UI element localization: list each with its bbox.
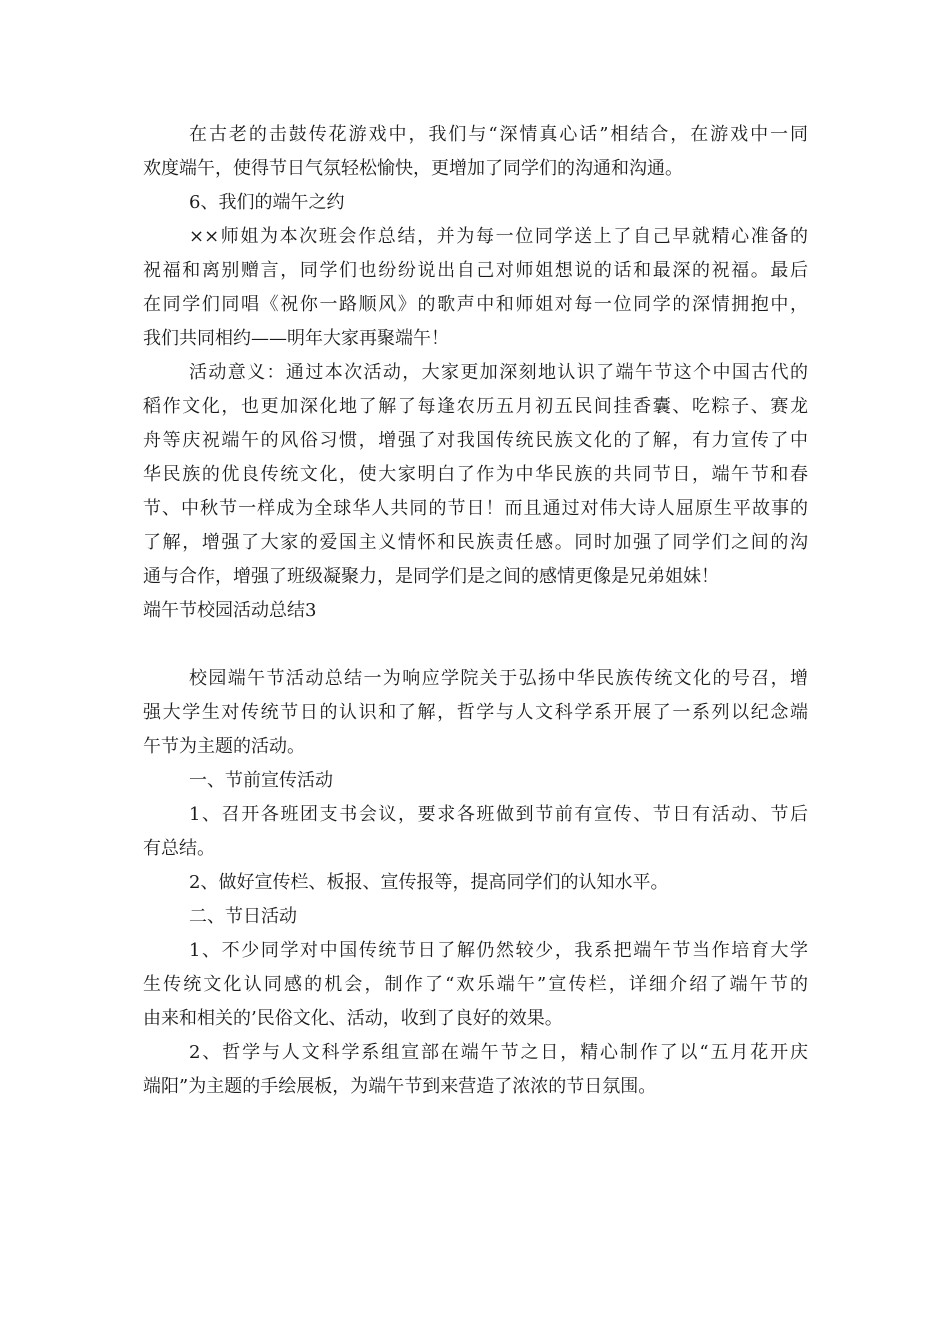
text-line: ××师姐为本次班会作总结，并为每一位同学送上了自己早就精心准备的 — [189, 226, 808, 247]
text-line: 生传统文化认同感的机会，制作了“欢乐端午”宣传栏，详细介绍了端午节的 — [143, 974, 808, 995]
text-line: 了解，增强了大家的爱国主义情怀和民族责任感。同时加强了同学们之间的沟 — [143, 532, 808, 553]
text-line: 一、节前宣传活动 — [189, 770, 333, 791]
text-line: 稻作文化，也更加深化地了解了每逢农历五月初五民间挂香囊、吃粽子、赛龙 — [143, 396, 808, 417]
text-line: 华民族的优良传统文化，使大家明白了作为中华民族的共同节日，端午节和春 — [143, 464, 808, 485]
text-line: 1、不少同学对中国传统节日了解仍然较少，我系把端午节当作培育大学 — [189, 940, 808, 961]
text-line: 在古老的击鼓传花游戏中，我们与“深情真心话”相结合，在游戏中一同 — [189, 124, 808, 145]
text-line: 通与合作，增强了班级凝聚力，是同学们是之间的感情更像是兄弟姐妹！ — [143, 566, 719, 587]
text-line: 端午节校园活动总结3 — [143, 600, 317, 621]
text-line: 1、召开各班团支书会议，要求各班做到节前有宣传、节日有活动、节后 — [189, 804, 808, 825]
document-body — [143, 118, 808, 1104]
text-line: 2、哲学与人文科学系组宣部在端午节之日，精心制作了以“五月花开庆 — [189, 1042, 808, 1063]
text-line: 2、做好宣传栏、板报、宣传报等，提高同学们的认知水平。 — [189, 872, 669, 893]
text-line: 校园端午节活动总结一为响应学院关于弘扬中华民族传统文化的号召，增 — [189, 668, 808, 689]
text-line: 祝福和离别赠言，同学们也纷纷说出自己对师姐想说的话和最深的祝福。最后 — [143, 260, 808, 281]
text-line: 我们共同相约——明年大家再聚端午！ — [143, 328, 449, 349]
text-line: 在同学们同唱《祝你一路顺风》的歌声中和师姐对每一位同学的深情拥抱中， — [143, 294, 808, 315]
text-line: 午节为主题的活动。 — [143, 736, 305, 757]
text-line: 端阳”为主题的手绘展板，为端午节到来营造了浓浓的节日氛围。 — [143, 1076, 657, 1097]
text-line: 舟等庆祝端午的风俗习惯，增强了对我国传统民族文化的了解，有力宣传了中 — [143, 430, 808, 451]
text-line: 强大学生对传统节日的认识和了解，哲学与人文科学系开展了一系列以纪念端 — [143, 702, 808, 723]
text-line: 欢度端午，使得节日气氛轻松愉快，更增加了同学们的沟通和沟通。 — [143, 158, 683, 179]
text-line: 有总结。 — [143, 838, 215, 859]
text-line: 6、我们的端午之约 — [189, 192, 345, 213]
text-line: 由来和相关的’民俗文化、活动，收到了良好的效果。 — [143, 1008, 563, 1029]
text-line: 活动意义：通过本次活动，大家更加深刻地认识了端午节这个中国古代的 — [189, 362, 808, 383]
text-line: 节、中秋节一样成为全球华人共同的节日！而且通过对伟大诗人屈原生平故事的 — [143, 498, 808, 519]
text-line: 二、节日活动 — [189, 906, 297, 927]
blank-line — [143, 628, 808, 662]
